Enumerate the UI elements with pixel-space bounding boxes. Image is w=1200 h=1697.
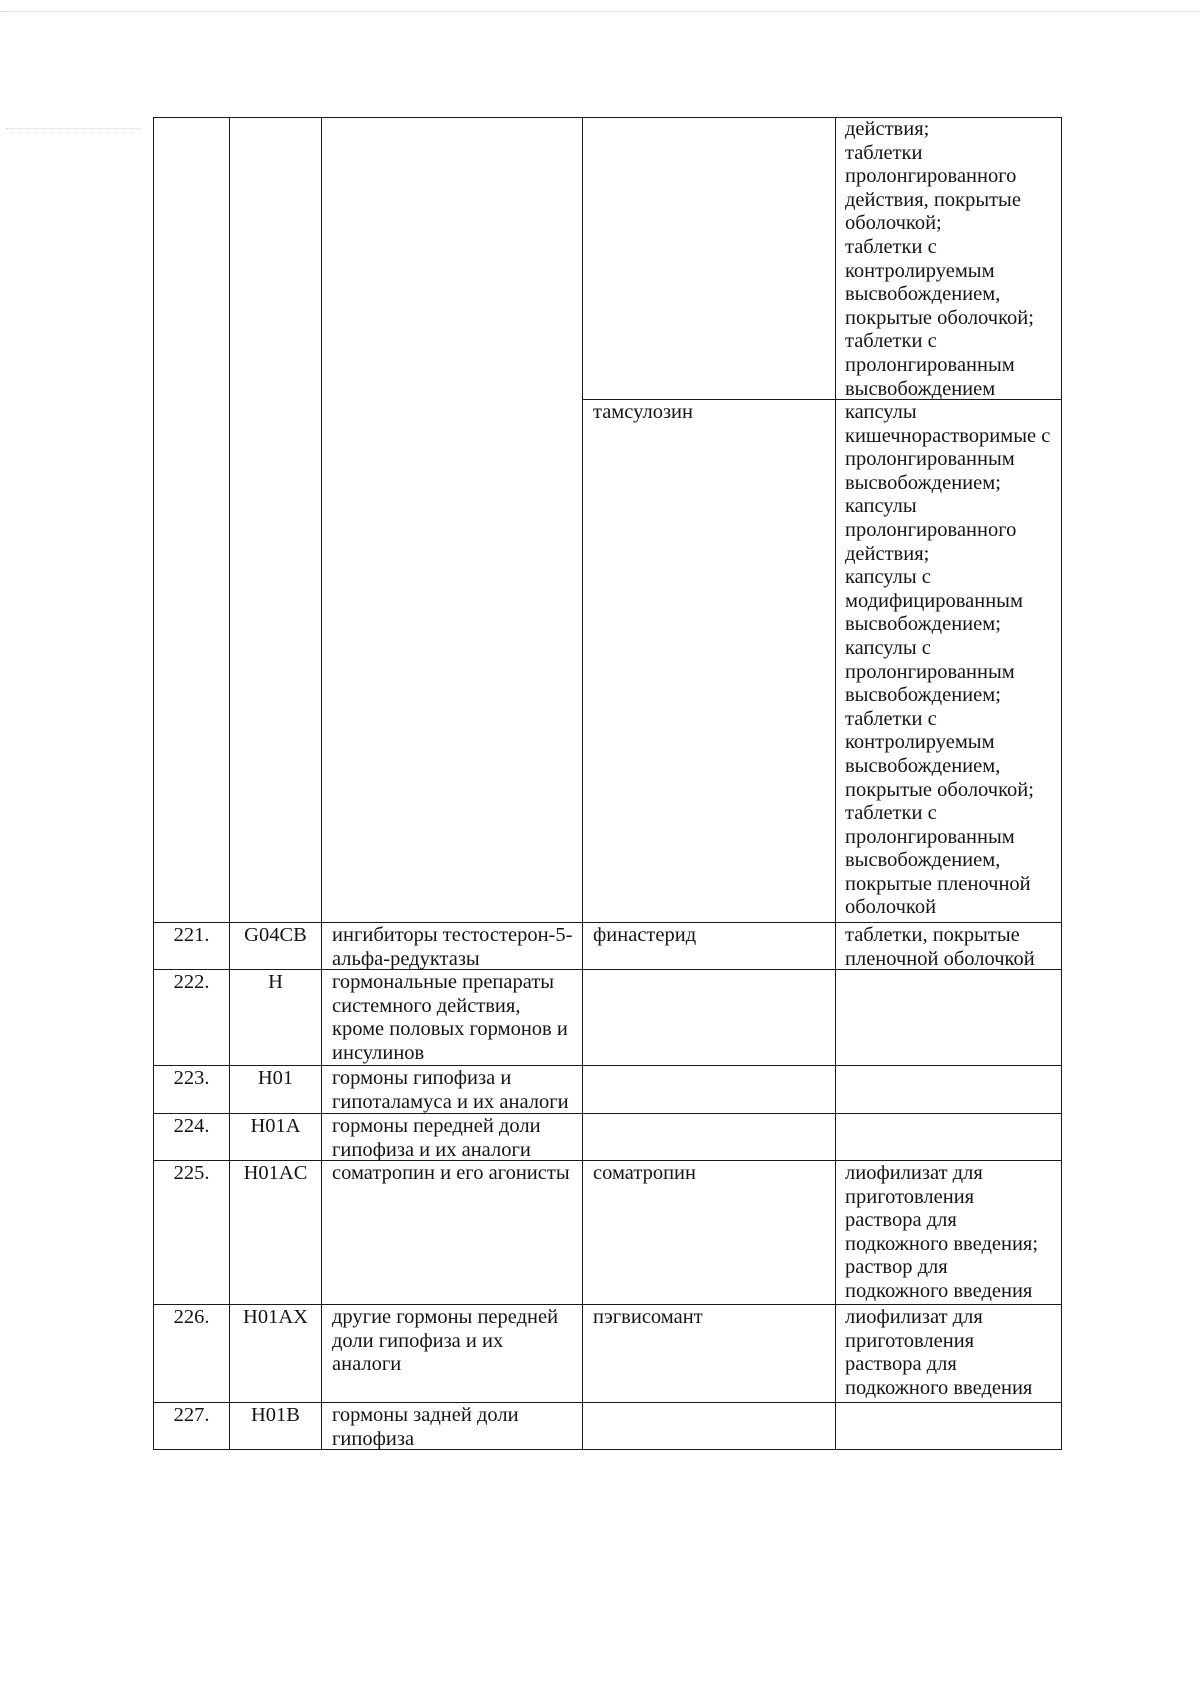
cell-atc-code: H01	[230, 1066, 322, 1114]
dosage-form: таблетки с контролируемым высвобождением, покрытые оболочкой;	[845, 235, 1034, 329]
cell-group: гормональные препараты системного действия, кроме половых гормонов и инсулинов	[322, 970, 583, 1066]
cell-dosage-forms	[836, 1305, 1062, 1403]
cell-number: 221.	[154, 923, 230, 970]
cell-drug: соматропин	[583, 1161, 836, 1305]
dosage-form: действия;	[845, 118, 930, 140]
cell-drug	[583, 970, 836, 1066]
dosage-form: таблетки, покрытые пленочной оболочкой	[845, 924, 1035, 970]
cell-dosage-forms	[836, 1114, 1062, 1161]
dosage-form: лиофилизат для приготовления раствора для подкожного введения	[845, 1306, 1033, 1399]
cell-dosage-forms	[836, 970, 1062, 1066]
dosage-form: капсулы с пролонгированным высвобождением;	[845, 636, 1015, 707]
dosage-form: капсулы пролонгированного действия;	[845, 495, 1017, 565]
cell-dosage-forms	[836, 1403, 1062, 1450]
scan-mark	[6, 128, 140, 129]
cell-group: соматропин и его агонисты	[322, 1161, 583, 1305]
cell-atc-code: H01B	[230, 1403, 322, 1450]
cell-group: гормоны задней доли гипофиза	[322, 1403, 583, 1450]
cell-dosage-forms	[836, 400, 1062, 923]
cell-dosage-forms	[836, 1066, 1062, 1114]
cell-number: 226.	[154, 1305, 230, 1403]
dosage-form: капсулы с модифицированным высвобождением;	[845, 566, 1023, 636]
cell-drug	[583, 1066, 836, 1114]
dosage-form: таблетки с контролируемым высвобождением, покрытые оболочкой;	[845, 707, 1034, 801]
cell-drug: финастерид	[583, 923, 836, 970]
cell-number: 225.	[154, 1161, 230, 1305]
cell-drug: пэгвисомант	[583, 1305, 836, 1403]
cell-number: 224.	[154, 1114, 230, 1161]
dosage-form: раствор для подкожного введения	[845, 1256, 1033, 1302]
dosage-form: таблетки пролонгированного действия, покрытые оболочкой;	[845, 141, 1021, 235]
drug-list-table	[153, 117, 1062, 1450]
cell-atc-code: H01AX	[230, 1305, 322, 1403]
cell-drug	[583, 1114, 836, 1161]
dosage-form: капсулы кишечнорастворимые с пролонгированным высвобождением;	[845, 401, 1051, 494]
cell-group: ингибиторы тестостерон-5-альфа-редуктазы	[322, 923, 583, 970]
dosage-form: таблетки с пролонгированным высвобождением	[845, 330, 1015, 400]
cell-drug	[583, 1403, 836, 1450]
cell-atc-code: H	[230, 970, 322, 1066]
cell-dosage-forms	[836, 923, 1062, 970]
cell-group: гормоны передней доли гипофиза и их аналоги	[322, 1114, 583, 1161]
cell-atc-code: G04CB	[230, 923, 322, 970]
scan-edge-line	[0, 11, 1200, 12]
cell-number	[154, 118, 230, 923]
cell-atc-code	[230, 118, 322, 923]
dosage-form: таблетки с пролонгированным высвобождением, покрытые пленочной оболочкой	[845, 802, 1031, 919]
cell-number: 222.	[154, 970, 230, 1066]
cell-number: 223.	[154, 1066, 230, 1114]
cell-group: гормоны гипофиза и гипоталамуса и их аналоги	[322, 1066, 583, 1114]
cell-group: другие гормоны передней доли гипофиза и их аналоги	[322, 1305, 583, 1403]
dosage-form: лиофилизат для приготовления раствора для подкожного введения;	[845, 1162, 1039, 1255]
cell-dosage-forms	[836, 1161, 1062, 1305]
cell-atc-code: H01A	[230, 1114, 322, 1161]
cell-drug: тамсулозин	[583, 400, 836, 923]
cell-drug	[583, 118, 836, 400]
cell-group	[322, 118, 583, 923]
cell-atc-code: H01AC	[230, 1161, 322, 1305]
cell-dosage-forms	[836, 118, 1062, 400]
cell-number: 227.	[154, 1403, 230, 1450]
